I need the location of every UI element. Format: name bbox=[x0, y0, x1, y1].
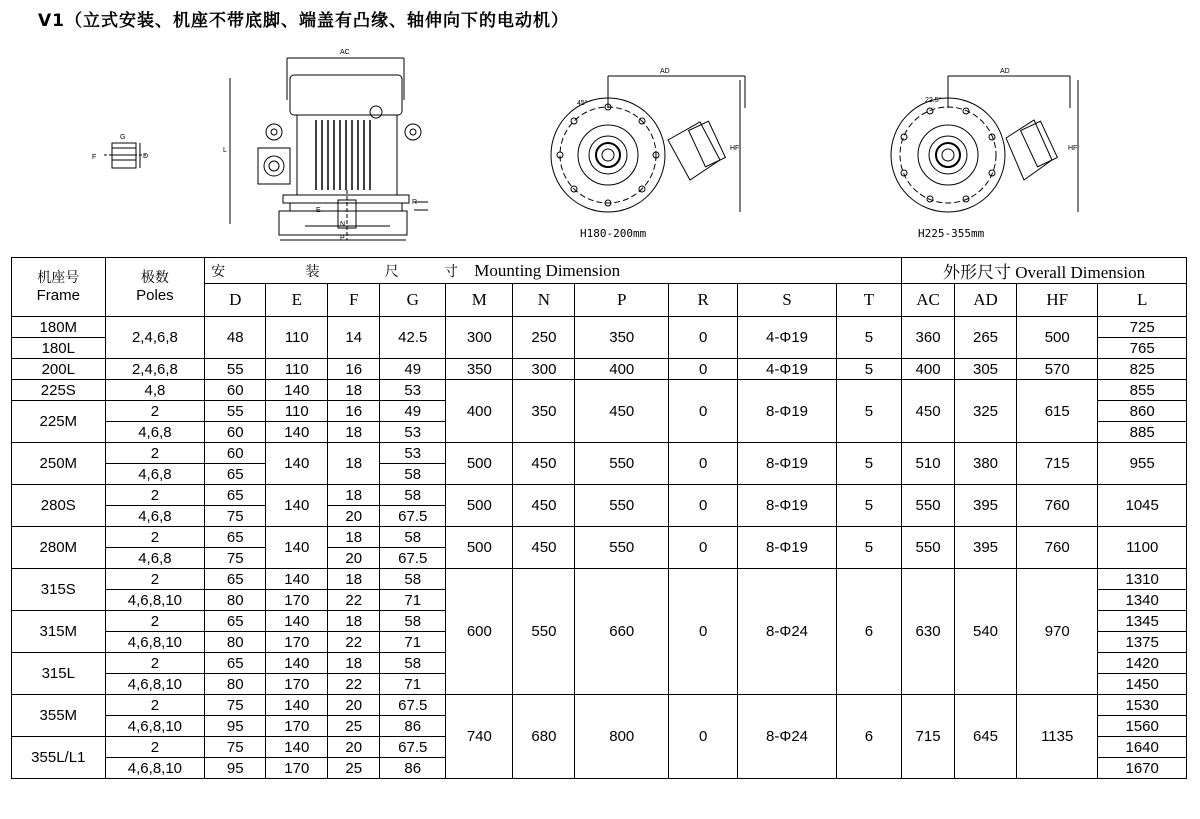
table-cell: 58 bbox=[380, 527, 446, 548]
table-cell: 395 bbox=[954, 485, 1016, 527]
table-cell: 5 bbox=[836, 359, 901, 380]
table-cell: 4,6,8,10 bbox=[105, 590, 205, 611]
table-cell: 5 bbox=[836, 485, 901, 527]
header-frame: 机座号 Frame bbox=[12, 258, 106, 317]
table-cell: 65 bbox=[205, 653, 266, 674]
table-cell: S bbox=[738, 284, 837, 317]
svg-text:HF: HF bbox=[730, 145, 740, 152]
table-cell: 65 bbox=[205, 569, 266, 590]
table-cell: 315M bbox=[12, 611, 106, 653]
table-cell: 1135 bbox=[1017, 695, 1098, 779]
table-cell: 315S bbox=[12, 569, 106, 611]
table-cell: 170 bbox=[266, 590, 328, 611]
table-cell: 0 bbox=[669, 380, 738, 443]
table-cell: 680 bbox=[513, 695, 575, 779]
table-cell: 65 bbox=[205, 485, 266, 506]
table-cell: 630 bbox=[902, 569, 955, 695]
table-cell: 60 bbox=[205, 380, 266, 401]
table-cell: 615 bbox=[1017, 380, 1098, 443]
table-row bbox=[12, 380, 1187, 401]
table-cell: 645 bbox=[954, 695, 1016, 779]
table-cell: 20 bbox=[328, 695, 380, 716]
table-cell: 180L bbox=[12, 338, 106, 359]
table-cell: 60 bbox=[205, 443, 266, 464]
table-cell: 350 bbox=[446, 359, 513, 380]
table-cell: 855 bbox=[1098, 380, 1187, 401]
table-cell: 140 bbox=[266, 695, 328, 716]
table-cell: 355L/L1 bbox=[12, 737, 106, 779]
table-row bbox=[12, 485, 1187, 506]
table-cell: 22 bbox=[328, 674, 380, 695]
table-cell: 350 bbox=[513, 380, 575, 443]
table-cell: 71 bbox=[380, 590, 446, 611]
svg-text:E: E bbox=[316, 207, 321, 214]
table-cell: 110 bbox=[266, 317, 328, 359]
table-cell: 1375 bbox=[1098, 632, 1187, 653]
table-cell: 1640 bbox=[1098, 737, 1187, 758]
table-cell: 0 bbox=[669, 443, 738, 485]
table-cell: 1530 bbox=[1098, 695, 1187, 716]
table-cell: 350 bbox=[575, 317, 669, 359]
table-cell: 2 bbox=[105, 569, 205, 590]
table-cell: 540 bbox=[954, 569, 1016, 695]
table-cell: 2 bbox=[105, 653, 205, 674]
table-cell: 55 bbox=[205, 359, 266, 380]
table-cell: 67.5 bbox=[380, 737, 446, 758]
table-cell: 500 bbox=[1017, 317, 1098, 359]
table-cell: 300 bbox=[513, 359, 575, 380]
svg-text:N: N bbox=[340, 221, 346, 228]
table-cell: 8-Φ24 bbox=[738, 569, 837, 695]
svg-text:AD: AD bbox=[660, 68, 670, 75]
table-cell: R bbox=[669, 284, 738, 317]
table-cell: 800 bbox=[575, 695, 669, 779]
table-cell: 95 bbox=[205, 758, 266, 779]
table-row bbox=[12, 359, 1187, 380]
table-cell: 2,4,6,8 bbox=[105, 359, 205, 380]
table-cell: 450 bbox=[575, 380, 669, 443]
table-cell: 860 bbox=[1098, 401, 1187, 422]
shaft-label-f: F bbox=[92, 154, 97, 161]
table-cell: 760 bbox=[1017, 527, 1098, 569]
table-row bbox=[12, 443, 1187, 464]
table-cell: 0 bbox=[669, 317, 738, 359]
table-cell: 0 bbox=[669, 485, 738, 527]
svg-text:HF: HF bbox=[1068, 145, 1078, 152]
table-cell: 325 bbox=[954, 380, 1016, 443]
table-cell: 0 bbox=[669, 359, 738, 380]
table-cell: 140 bbox=[266, 653, 328, 674]
table-cell: 265 bbox=[954, 317, 1016, 359]
table-cell: 22 bbox=[328, 590, 380, 611]
table-cell: 550 bbox=[575, 443, 669, 485]
table-cell: 5 bbox=[836, 527, 901, 569]
table-cell: 4,6,8,10 bbox=[105, 674, 205, 695]
table-cell: 2 bbox=[105, 401, 205, 422]
table-cell: 4,6,8,10 bbox=[105, 758, 205, 779]
table-cell: 305 bbox=[954, 359, 1016, 380]
table-cell: 885 bbox=[1098, 422, 1187, 443]
table-cell: 95 bbox=[205, 716, 266, 737]
table-cell: 4,8 bbox=[105, 380, 205, 401]
table-cell: 1100 bbox=[1098, 527, 1187, 569]
table-cell: 58 bbox=[380, 569, 446, 590]
shaft-label-d: D bbox=[143, 153, 149, 160]
table-cell: 825 bbox=[1098, 359, 1187, 380]
table-cell: 71 bbox=[380, 674, 446, 695]
table-cell: 0 bbox=[669, 695, 738, 779]
table-cell: 280S bbox=[12, 485, 106, 527]
table-cell: 1345 bbox=[1098, 611, 1187, 632]
table-cell: 5 bbox=[836, 443, 901, 485]
table-cell: 4,6,8 bbox=[105, 506, 205, 527]
table-cell: 380 bbox=[954, 443, 1016, 485]
motor-front-drawing bbox=[223, 49, 428, 242]
table-cell: 140 bbox=[266, 443, 328, 485]
table-cell: 20 bbox=[328, 737, 380, 758]
table-cell: 0 bbox=[669, 527, 738, 569]
table-cell: 20 bbox=[328, 548, 380, 569]
table-cell: 4,6,8,10 bbox=[105, 632, 205, 653]
table-cell: N bbox=[513, 284, 575, 317]
table-cell: 180M bbox=[12, 317, 106, 338]
table-cell: 58 bbox=[380, 464, 446, 485]
table-cell: 86 bbox=[380, 758, 446, 779]
table-cell: 58 bbox=[380, 611, 446, 632]
table-cell: 67.5 bbox=[380, 695, 446, 716]
table-cell: 740 bbox=[446, 695, 513, 779]
table-cell: 75 bbox=[205, 548, 266, 569]
table-cell: 4,6,8 bbox=[105, 548, 205, 569]
table-cell: 715 bbox=[1017, 443, 1098, 485]
table-cell: 2 bbox=[105, 611, 205, 632]
table-cell: 2 bbox=[105, 695, 205, 716]
table-cell: 1450 bbox=[1098, 674, 1187, 695]
table-cell: 8-Φ19 bbox=[738, 380, 837, 443]
table-row bbox=[12, 569, 1187, 590]
table-cell: 500 bbox=[446, 443, 513, 485]
table-cell: D bbox=[205, 284, 266, 317]
table-cell: 400 bbox=[446, 380, 513, 443]
table-cell: 1670 bbox=[1098, 758, 1187, 779]
table-cell: P bbox=[575, 284, 669, 317]
table-cell: 55 bbox=[205, 401, 266, 422]
table-cell: 53 bbox=[380, 422, 446, 443]
table-cell: 760 bbox=[1017, 485, 1098, 527]
table-cell: 18 bbox=[328, 527, 380, 548]
table-cell: 110 bbox=[266, 359, 328, 380]
table-cell: 400 bbox=[902, 359, 955, 380]
table-cell: 18 bbox=[328, 653, 380, 674]
table-cell: 660 bbox=[575, 569, 669, 695]
svg-text:22.5°: 22.5° bbox=[925, 97, 942, 104]
table-cell: 4,6,8 bbox=[105, 422, 205, 443]
table-cell: 1310 bbox=[1098, 569, 1187, 590]
table-cell: 80 bbox=[205, 590, 266, 611]
table-cell: 6 bbox=[836, 569, 901, 695]
flange-view-small bbox=[551, 68, 745, 212]
table-cell: 18 bbox=[328, 485, 380, 506]
table-cell: 18 bbox=[328, 443, 380, 485]
table-cell: 53 bbox=[380, 380, 446, 401]
table-cell: 1340 bbox=[1098, 590, 1187, 611]
table-cell: 450 bbox=[513, 527, 575, 569]
table-cell: 71 bbox=[380, 632, 446, 653]
table-cell: 250 bbox=[513, 317, 575, 359]
table-cell: 140 bbox=[266, 485, 328, 527]
table-cell: 49 bbox=[380, 359, 446, 380]
table-cell: E bbox=[266, 284, 328, 317]
shaft-label-g: G bbox=[120, 134, 126, 141]
table-cell: AC bbox=[902, 284, 955, 317]
caption-large: H225-355mm bbox=[918, 227, 985, 240]
header-overall: 外形尺寸 Overall Dimension bbox=[902, 258, 1187, 284]
table-cell: 250M bbox=[12, 443, 106, 485]
table-cell: 16 bbox=[328, 359, 380, 380]
table-cell: 2 bbox=[105, 527, 205, 548]
table-cell: 550 bbox=[575, 527, 669, 569]
table-cell: 4-Φ19 bbox=[738, 359, 837, 380]
table-cell: 360 bbox=[902, 317, 955, 359]
table-cell: 80 bbox=[205, 632, 266, 653]
table-cell: 5 bbox=[836, 380, 901, 443]
table-cell: 58 bbox=[380, 653, 446, 674]
table-cell: AD bbox=[954, 284, 1016, 317]
table-cell: 140 bbox=[266, 422, 328, 443]
shaft-section-drawing bbox=[92, 134, 148, 168]
table-row bbox=[12, 527, 1187, 548]
table-cell: 550 bbox=[902, 485, 955, 527]
table-cell: 18 bbox=[328, 569, 380, 590]
table-cell: 22 bbox=[328, 632, 380, 653]
table-cell: 20 bbox=[328, 506, 380, 527]
table-cell: 450 bbox=[513, 485, 575, 527]
table-cell: 170 bbox=[266, 716, 328, 737]
table-cell: G bbox=[380, 284, 446, 317]
table-cell: 86 bbox=[380, 716, 446, 737]
table-cell: 65 bbox=[205, 611, 266, 632]
table-cell: 140 bbox=[266, 611, 328, 632]
table-cell: 355M bbox=[12, 695, 106, 737]
table-cell: 16 bbox=[328, 401, 380, 422]
table-cell: 395 bbox=[954, 527, 1016, 569]
table-cell: 550 bbox=[902, 527, 955, 569]
table-cell: M bbox=[446, 284, 513, 317]
header-poles: 极数 Poles bbox=[105, 258, 205, 317]
table-cell: 8-Φ19 bbox=[738, 485, 837, 527]
table-cell: 80 bbox=[205, 674, 266, 695]
table-cell: 5 bbox=[836, 317, 901, 359]
table-cell: 140 bbox=[266, 380, 328, 401]
table-cell: 0 bbox=[669, 569, 738, 695]
table-cell: 225M bbox=[12, 401, 106, 443]
table-cell: 2 bbox=[105, 485, 205, 506]
svg-text:AC: AC bbox=[340, 49, 350, 56]
table-cell: 450 bbox=[513, 443, 575, 485]
table-cell: 18 bbox=[328, 611, 380, 632]
header-mounting: 安 装 尺 寸 Mounting Dimension bbox=[205, 258, 902, 284]
table-cell: 60 bbox=[205, 422, 266, 443]
svg-text:AD: AD bbox=[1000, 68, 1010, 75]
svg-text:P: P bbox=[340, 235, 345, 242]
table-cell: T bbox=[836, 284, 901, 317]
table-cell: 58 bbox=[380, 485, 446, 506]
table-cell: 510 bbox=[902, 443, 955, 485]
table-cell: 4-Φ19 bbox=[738, 317, 837, 359]
table-cell: 315L bbox=[12, 653, 106, 695]
table-cell: 500 bbox=[446, 485, 513, 527]
table-cell: 65 bbox=[205, 464, 266, 485]
flange-view-large bbox=[891, 68, 1078, 212]
table-cell: 600 bbox=[446, 569, 513, 695]
table-cell: 49 bbox=[380, 401, 446, 422]
table-cell: 450 bbox=[902, 380, 955, 443]
table-cell: 110 bbox=[266, 401, 328, 422]
table-cell: L bbox=[1098, 284, 1187, 317]
table-cell: F bbox=[328, 284, 380, 317]
motor-drawings bbox=[0, 40, 1200, 254]
table-cell: 67.5 bbox=[380, 506, 446, 527]
table-cell: 170 bbox=[266, 674, 328, 695]
table-cell: 225S bbox=[12, 380, 106, 401]
table-cell: 500 bbox=[446, 527, 513, 569]
table-cell: 170 bbox=[266, 758, 328, 779]
table-cell: 6 bbox=[836, 695, 901, 779]
svg-text:45°: 45° bbox=[577, 100, 588, 107]
table-cell: 53 bbox=[380, 443, 446, 464]
page-title: V1（立式安装、机座不带底脚、端盖有凸缘、轴伸向下的电动机） bbox=[38, 11, 569, 31]
table-cell: 400 bbox=[575, 359, 669, 380]
table-cell: 715 bbox=[902, 695, 955, 779]
table-cell: 25 bbox=[328, 716, 380, 737]
table-cell: 570 bbox=[1017, 359, 1098, 380]
svg-text:L: L bbox=[223, 147, 227, 154]
table-cell: 550 bbox=[513, 569, 575, 695]
svg-text:R: R bbox=[412, 199, 418, 206]
table-cell: 1560 bbox=[1098, 716, 1187, 737]
table-cell: 75 bbox=[205, 695, 266, 716]
table-cell: 550 bbox=[575, 485, 669, 527]
table-cell: 18 bbox=[328, 422, 380, 443]
table-cell: 2 bbox=[105, 737, 205, 758]
header-row-1 bbox=[12, 258, 1187, 284]
table-cell: 8-Φ19 bbox=[738, 443, 837, 485]
table-cell: 48 bbox=[205, 317, 266, 359]
table-cell: 4,6,8,10 bbox=[105, 716, 205, 737]
table-cell: 140 bbox=[266, 527, 328, 569]
dimension-table bbox=[11, 257, 1187, 779]
caption-small: H180-200mm bbox=[580, 227, 647, 240]
table-cell: 4,6,8 bbox=[105, 464, 205, 485]
table-cell: 18 bbox=[328, 380, 380, 401]
table-cell: 2 bbox=[105, 443, 205, 464]
table-cell: 75 bbox=[205, 737, 266, 758]
table-cell: 725 bbox=[1098, 317, 1187, 338]
table-cell: 2,4,6,8 bbox=[105, 317, 205, 359]
table-cell: 200L bbox=[12, 359, 106, 380]
table-cell: 8-Φ24 bbox=[738, 695, 837, 779]
table-cell: 75 bbox=[205, 506, 266, 527]
table-cell: 970 bbox=[1017, 569, 1098, 695]
table-cell: 65 bbox=[205, 527, 266, 548]
table-cell: 8-Φ19 bbox=[738, 527, 837, 569]
table-cell: 1045 bbox=[1098, 485, 1187, 527]
table-cell: 14 bbox=[328, 317, 380, 359]
table-cell: 25 bbox=[328, 758, 380, 779]
table-cell: 765 bbox=[1098, 338, 1187, 359]
table-row bbox=[12, 695, 1187, 716]
table-row bbox=[12, 317, 1187, 338]
table-cell: 280M bbox=[12, 527, 106, 569]
table-cell: 42.5 bbox=[380, 317, 446, 359]
table-cell: HF bbox=[1017, 284, 1098, 317]
table-cell: 300 bbox=[446, 317, 513, 359]
table-cell: 955 bbox=[1098, 443, 1187, 485]
table-cell: 140 bbox=[266, 569, 328, 590]
table-cell: 140 bbox=[266, 737, 328, 758]
table-cell: 67.5 bbox=[380, 548, 446, 569]
table-cell: 170 bbox=[266, 632, 328, 653]
table-cell: 1420 bbox=[1098, 653, 1187, 674]
